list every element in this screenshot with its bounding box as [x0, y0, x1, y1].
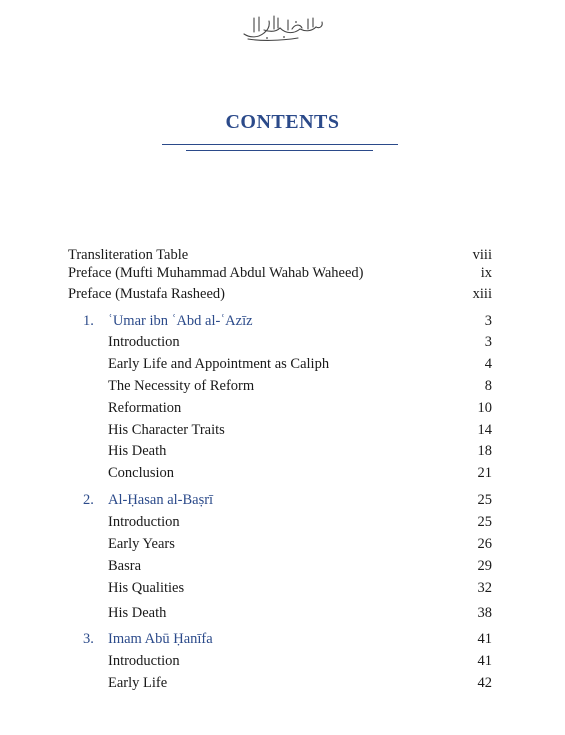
- section-page: 32: [477, 580, 492, 596]
- toc-section[interactable]: [0, 603, 565, 623]
- chapter-title: Imam Abū Ḥanīfa: [108, 631, 213, 647]
- section-title: His Death: [108, 443, 167, 459]
- section-page: 10: [477, 400, 492, 416]
- section-title: His Death: [108, 605, 167, 621]
- title-underline-top: [162, 144, 398, 145]
- section-page: 4: [484, 356, 492, 372]
- section-page: 26: [477, 536, 492, 552]
- section-title: His Qualities: [108, 580, 185, 596]
- toc-entry-page: ix: [480, 265, 492, 281]
- section-title: Conclusion: [108, 465, 175, 481]
- page-title: CONTENTS: [225, 111, 340, 133]
- toc-section[interactable]: [0, 376, 565, 396]
- toc-section[interactable]: [0, 441, 565, 461]
- toc-entry-page: viii: [472, 247, 492, 263]
- toc-section[interactable]: [0, 463, 565, 483]
- chapter-number: 1.: [83, 313, 94, 329]
- section-page: 29: [477, 558, 492, 574]
- toc-entry-title: Preface (Mufti Muhammad Abdul Wahab Waheed): [68, 265, 364, 281]
- toc-entry-title: Transliteration Table: [68, 247, 189, 263]
- toc-section[interactable]: [0, 512, 565, 532]
- section-page: 38: [477, 605, 492, 621]
- section-title: Reformation: [108, 400, 182, 416]
- basmala-calligraphy-icon: [240, 12, 326, 42]
- toc-section[interactable]: [0, 651, 565, 671]
- toc-section[interactable]: [0, 556, 565, 576]
- toc-chapter-1[interactable]: [0, 311, 565, 331]
- title-underline-bottom: [186, 150, 373, 151]
- section-page: 14: [477, 422, 492, 438]
- section-title: Basra: [108, 558, 142, 574]
- toc-entry-page: xiii: [472, 286, 492, 302]
- chapter-page: 25: [477, 492, 492, 508]
- section-page: 25: [477, 514, 492, 530]
- toc-section[interactable]: [0, 534, 565, 554]
- section-title: The Necessity of Reform: [108, 378, 255, 394]
- toc-section[interactable]: [0, 332, 565, 352]
- chapter-title: Al-Ḥasan al-Baṣrī: [108, 492, 214, 508]
- toc-section[interactable]: [0, 673, 565, 693]
- chapter-number: 2.: [83, 492, 94, 508]
- toc-entry-title: Preface (Mustafa Rasheed): [68, 286, 226, 302]
- chapter-title: ʿUmar ibn ʿAbd al-ʿAzīz: [108, 313, 253, 329]
- section-title: Introduction: [108, 514, 180, 530]
- section-title: Introduction: [108, 653, 180, 669]
- toc-section[interactable]: [0, 398, 565, 418]
- toc-section[interactable]: [0, 420, 565, 440]
- section-page: 3: [484, 334, 492, 350]
- section-page: 41: [477, 653, 492, 669]
- section-title: Early Years: [108, 536, 175, 552]
- section-page: 42: [477, 675, 492, 691]
- toc-entry-preface-waheed[interactable]: [0, 263, 565, 283]
- toc-section[interactable]: [0, 578, 565, 598]
- toc-entry-transliteration-table[interactable]: [0, 245, 565, 265]
- section-page: 21: [477, 465, 492, 481]
- section-title: Early Life and Appointment as Caliph: [108, 356, 330, 372]
- section-page: 18: [477, 443, 492, 459]
- toc-entry-preface-rasheed[interactable]: [0, 284, 565, 304]
- toc-section[interactable]: [0, 354, 565, 374]
- section-title: Introduction: [108, 334, 180, 350]
- chapter-page: 3: [484, 313, 492, 329]
- section-title: Early Life: [108, 675, 168, 691]
- chapter-page: 41: [477, 631, 492, 647]
- section-page: 8: [484, 378, 492, 394]
- section-title: His Character Traits: [108, 422, 225, 438]
- toc-chapter-3[interactable]: [0, 629, 565, 649]
- chapter-number: 3.: [83, 631, 94, 647]
- toc-chapter-2[interactable]: [0, 490, 565, 510]
